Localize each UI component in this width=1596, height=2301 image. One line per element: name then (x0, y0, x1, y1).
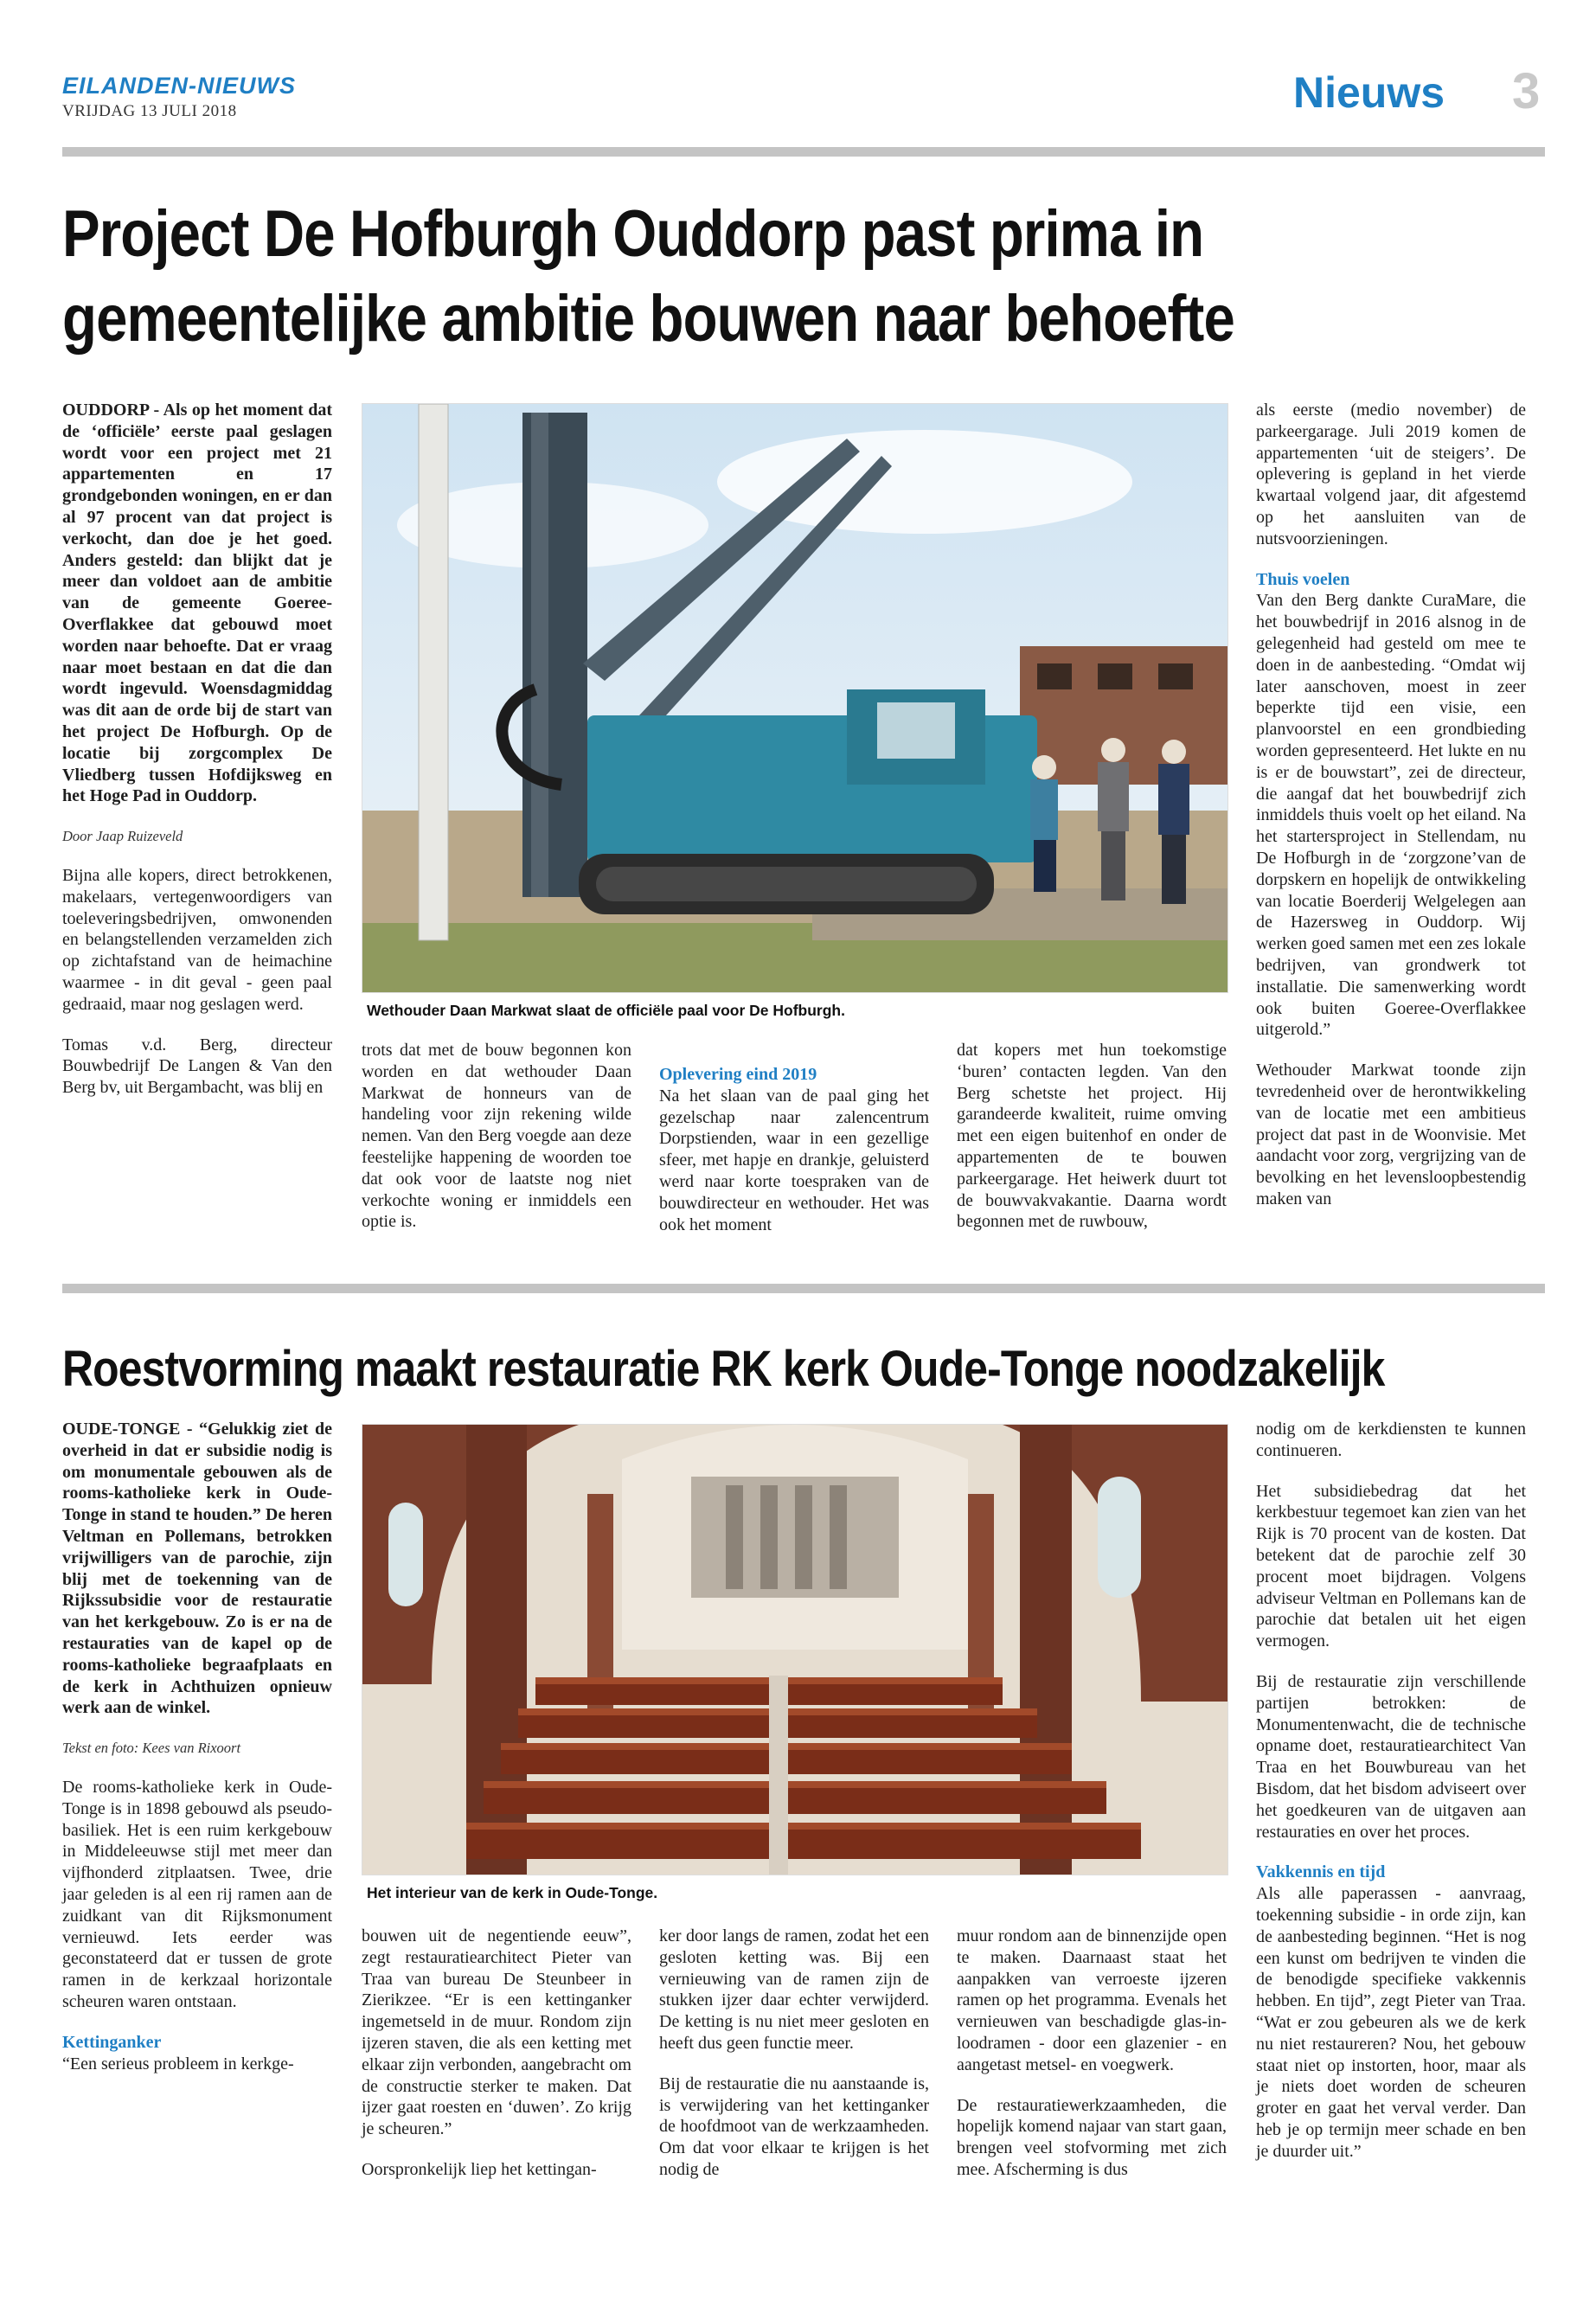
article2-lead: OUDE-TONGE - “Gelukkig ziet de overheid in dat er subsidie nodig is om monumentale gebouwen als de rooms-katholieke kerk in Oude-Tonge in stand te houden.” De heren Veltman en Pollemans, betrokken vrijwilligers van de parochie, zijn blij met de toekenning van de Rijkssubsidie voor de restauratie van het kerkgebouw. Zo is er na de restauraties van de kapel op de rooms-katholieke begraafplaats en de kerk in Achthuizen opnieuw werk aan de winkel. (62, 1420, 332, 1718)
article1-headline-line1: Project De Hofburgh Ouddorp past prima in (62, 197, 1204, 271)
article2-photo-caption: Het interieur van de kerk in Oude-Tonge. (367, 1884, 658, 1901)
article1-paragraph: Tomas v.d. Berg, directeur Bouwbedrijf De Langen & Van den Berg bv, uit Bergambacht, was blij en (62, 1035, 332, 1098)
article2-paragraph: Als alle paperassen - aanvraag, toekenning subsidie - in orde zijn, kan de aanbesteding beginnen. “Het is nog een kunst om bedrijven te vinden die de benodigde specifieke vakkennis hebben. En tijd”, zegt Pieter van Traa. “Wat er zou gebeuren als we de kerk nu niet restaureren? Nou, het gebouw staat niet op instorten, hoor, maar als je niets doet worden de scheuren groter en gaat het verval verder. Dan heb je op termijn meer schade en ben je duurder uit.” (1256, 1884, 1526, 2161)
article1-paragraph: dat kopers met hun toekomstige ‘buren’ contacten legden. Van den Berg schetste het project. Hij garandeerde kwaliteit, ruime omving met een eigen buitenhof en onder de appartementen de te bouwen parkeergarage. Het heiwerk duurt tot de bouwvakvakantie. Daarna wordt begonnen met de ruwbouw, (957, 1041, 1227, 1232)
article1-lead: OUDDORP - Als op het moment dat de ‘officiële’ eerste paal geslagen wordt voor een project met 21 appartementen en 17 grondgebonden woningen, en er dan al 97 procent van dat project is verkocht, dan doe je het goed. Anders gesteld: dan blijkt dat je meer dan voldoet aan de ambitie van de gemeente Goeree-Overflakkee dat gebouwd moet worden naar behoefte. Dat er vraag naar moet bestaan en dat die dan wordt ingevuld. Woensdagmiddag was dit aan de orde bij de start van het project De Hofburgh. Op de locatie bij zorgcomplex De Vliedberg tussen Hofdijksweg en het Hoge Pad in Ouddorp. (62, 401, 332, 806)
header-divider (62, 147, 1545, 157)
article2-subheading-vakkennis: Vakkennis en tijd (1256, 1862, 1386, 1882)
article1-paragraph: Van den Berg dankte CuraMare, die het bouwbedrijf in 2016 alsnog in de gelegenheid had gesteld om mee te doen in de aanbesteding. “Omdat wij later aanschoven, moest in zeer beperkte tijd een visie, een planvoorstel en een grondbieding worden gepresenteerd. Het lukte en nu is er de bouwstart”, zei de directeur, die aangaf dat het bouwbedrijf zich inmiddels thuis voelt op het eiland. Na het startersproject in Stellendam, nu De Hofburgh in de ‘zorgzone’van de dorpskern en hopelijk de ontwikkeling van locatie Boerderij Welgelegen aan de Hazersweg in Ouddorp. Wij werken goed samen met een zes lokale bedrijven, van grondwerk tot installatie. Die samenwerking wordt ook buiten Goeree-Overflakkee uitgerold.” (1256, 591, 1526, 1040)
article2-subheading-kettinganker: Kettinganker (62, 2032, 162, 2052)
article2-paragraph: muur rondom aan de binnenzijde open te maken. Daarnaast staat het aanpakken van verroeste ijzeren ramen op het programma. Evenals het vernieuwen van beschadigde glas-in-loodramen - door een glazenier - en aangetast metsel- en voegwerk. (957, 1926, 1227, 2074)
article2-paragraph: “Een serieus probleem in kerkge- (62, 2054, 294, 2073)
article2-photo-church-interior (362, 1424, 1228, 1875)
article1-byline: Door Jaap Ruizeveld (62, 828, 183, 845)
article2-paragraph: De rooms-katholieke kerk in Oude-Tonge is in 1898 gebouwd als pseudo-basiliek. Het is een ruim kerkgebouw in Middeleeuwse stijl met meer dan vijfhonderd zitplaatsen. Twee, drie jaar geleden is al een rij ramen aan de zuidkant van dit Rijksmonument vernieuwd. Iets eerder was geconstateerd dat er tussen de grote ramen in de kerkzaal horizontale scheuren waren ontstaan. (62, 1777, 332, 2011)
article1-paragraph: Bijna alle kopers, direct betrokkenen, makelaars, vertegenwoordigers van toeleveringsbedrijven, omwonenden en belangstellenden verzamelden zich op zichtafstand van de heimachine waarmee - in dit geval - geen paal gedraaid, maar nog geslagen werd. (62, 865, 332, 1014)
article1-column-2 (362, 1040, 631, 1252)
page-number: 3 (1512, 63, 1541, 119)
article2-paragraph: Oorspronkelijk liep het kettingan- (362, 2159, 597, 2179)
article1-column-4 (957, 1040, 1227, 1252)
article1-subheading-oplevering: Oplevering eind 2019 (659, 1065, 817, 1084)
article2-paragraph: Bij de restauratie zijn verschillende partijen betrokken: de Monumentenwacht, die de technische opname doet, restauratiearchitect Van Traa en het Bouwbureau van het Bisdom, dat het bisdom adviseert over het goedkeuren van de uitgaven aan restauraties en over het proces. (1256, 1671, 1526, 1842)
article2-paragraph: De restauratiewerkzaamheden, die hopelijk komend najaar van start gaan, brengen veel stofvorming met zich mee. Afscherming is dus (957, 2095, 1227, 2179)
article2-headline: Roestvorming maakt restauratie RK kerk Oude-Tonge noodzakelijk (62, 1341, 1385, 1397)
article2-column-2 (362, 1926, 631, 2200)
article2-paragraph: nodig om de kerkdiensten te kunnen continueren. (1256, 1420, 1526, 1460)
article1-column-1 (62, 400, 332, 1118)
pile-driver-illustration (362, 404, 1227, 992)
article2-paragraph: bouwen uit de negentiende eeuw”, zegt restauratiearchitect Pieter van Traa van bureau De Steunbeer in Zierikzee. “Er is een kettinganker ingemetseld in de muur. Rondom zijn ijzeren staven, die als een ketting met elkaar zijn verbonden, aangebracht om de constructie sterker te maken. Dat ijzer gaat roesten en ‘duwen’. Zo krijg je scheuren.” (362, 1926, 631, 2139)
section-title: Nieuws (1293, 68, 1445, 117)
article1-paragraph: trots dat met de bouw begonnen kon worden en dat wethouder Daan Markwat de honneurs van de handeling voor zijn rekening wilde nemen. Van den Berg voegde aan deze feestelijke happening de woorden toe dat ook voor de laatste nog niet verkochte woning er inmiddels een optie is. (362, 1041, 631, 1232)
article1-paragraph: Wethouder Markwat toonde zijn tevredenheid over de herontwikkeling van de locatie met een ambitieus project dat past in de Woonvisie. Met aandacht voor zorg, vergrijzing van de bevolking en het levensloopbestendig maken van (1256, 1061, 1526, 1208)
article1-paragraph: als eerste (medio november) de parkeergarage. Juli 2019 komen de appartementen ‘uit de steigers’. De oplevering is gepland in het vierde kwartaal volgend jaar, dit afgestemd op het aansluiten van de nutsvoorzieningen. (1256, 401, 1526, 548)
issue-date: VRIJDAG 13 JULI 2018 (62, 102, 237, 120)
article1-headline-line2: gemeentelijke ambitie bouwen naar behoefte (62, 282, 1234, 356)
article2-column-4 (957, 1926, 1227, 2200)
masthead-logo: EILANDEN-NIEUWS (62, 73, 296, 99)
article1-headline (62, 192, 1542, 362)
article1-photo-caption: Wethouder Daan Markwat slaat de officiële paal voor De Hofburgh. (367, 1002, 845, 1019)
article1-subheading-thuis-voelen: Thuis voelen (1256, 569, 1350, 589)
article1-column-3 (659, 1064, 929, 1254)
article2-column-1 (62, 1419, 332, 2093)
article2-column-5 (1256, 1419, 1526, 2182)
article2-paragraph: Bij de restauratie die nu aanstaande is, is verwijdering van het kettinganker de hoofdmoot van de werkzaamheden. Om dat voor elkaar te krijgen is het nodig de (659, 2073, 929, 2179)
article2-paragraph: ker door langs de ramen, zodat het een gesloten ketting was. Bij een vernieuwing van de ramen zijn de stukken ijzer daar echter verwijderd. De ketting is nu niet meer gesloten en heeft dus geen functie meer. (659, 1926, 929, 2053)
church-interior-illustration (362, 1425, 1227, 1875)
article2-column-3 (659, 1926, 929, 2200)
article1-photo-pile-driver (362, 403, 1228, 993)
article-divider (62, 1284, 1545, 1293)
article2-paragraph: Het subsidiebedrag dat het kerkbestuur tegemoet kan zien van het Rijk is 70 procent van de kosten. Dat betekent dat de parochie zelf 30 procent moet bijdragen. Volgens adviseur Veltman en Pollemans kan de parochie dat betalen uit het eigen vermogen. (1256, 1481, 1526, 1651)
article2-byline: Tekst en foto: Kees van Rixoort (62, 1740, 241, 1757)
article1-paragraph: Na het slaan van de paal ging het gezelschap naar zalencentrum Dorpstienden, waar in een gezellige sfeer, met hapje en drankje, geluisterd werd naar korte toespraken van de bouwdirecteur en wethouder. Het was ook het moment (659, 1086, 929, 1234)
article1-column-5 (1256, 400, 1526, 1229)
